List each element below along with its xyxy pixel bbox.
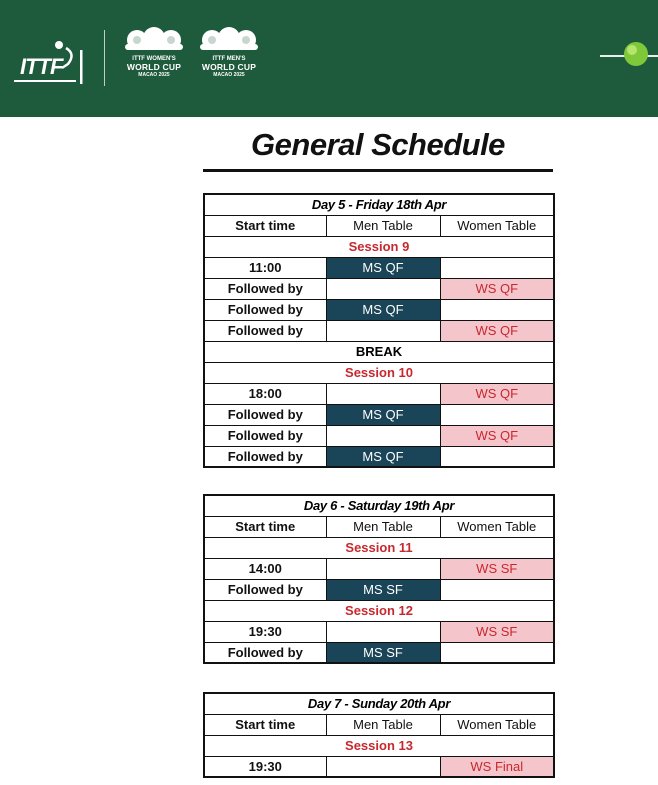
session-label: Session 11 bbox=[204, 537, 554, 558]
men-table-cell bbox=[326, 558, 440, 579]
men-cup-line1: ITTF MEN'S bbox=[212, 56, 246, 62]
start-time-cell: Followed by bbox=[204, 425, 326, 446]
day6-schedule-table bbox=[203, 494, 555, 664]
session-label: Session 12 bbox=[204, 600, 554, 621]
start-time-cell: 18:00 bbox=[204, 383, 326, 404]
start-time-cell: Followed by bbox=[204, 278, 326, 299]
women-table-cell: WS Final bbox=[440, 756, 554, 777]
start-time-cell: Followed by bbox=[204, 642, 326, 663]
day5-schedule-table bbox=[203, 193, 555, 468]
table-row bbox=[204, 558, 554, 579]
green-ball-icon bbox=[600, 30, 658, 90]
ping-pong-balls-icon bbox=[123, 24, 185, 56]
women-table-cell: WS QF bbox=[440, 425, 554, 446]
women-table-cell bbox=[440, 257, 554, 278]
header-banner bbox=[0, 0, 658, 117]
table-row bbox=[204, 404, 554, 425]
men-table-cell: MS QF bbox=[326, 404, 440, 425]
col-header-men-table: Men Table bbox=[326, 215, 440, 236]
women-table-cell bbox=[440, 579, 554, 600]
women-table-cell: WS SF bbox=[440, 558, 554, 579]
col-header-men-table: Men Table bbox=[326, 714, 440, 735]
mens-world-cup-logo bbox=[196, 24, 262, 94]
table-row bbox=[204, 320, 554, 341]
col-header-start-time: Start time bbox=[204, 516, 326, 537]
start-time-cell: Followed by bbox=[204, 404, 326, 425]
session-label: Session 9 bbox=[204, 236, 554, 257]
day7-schedule-table bbox=[203, 692, 555, 778]
table-row bbox=[204, 425, 554, 446]
table-row bbox=[204, 579, 554, 600]
men-table-cell bbox=[326, 320, 440, 341]
col-header-start-time: Start time bbox=[204, 215, 326, 236]
womens-world-cup-logo bbox=[121, 24, 187, 94]
col-header-men-table: Men Table bbox=[326, 516, 440, 537]
title-underline bbox=[203, 169, 553, 172]
table-row bbox=[204, 257, 554, 278]
men-table-cell bbox=[326, 278, 440, 299]
table-row bbox=[204, 642, 554, 663]
women-table-cell: WS QF bbox=[440, 278, 554, 299]
table-row bbox=[204, 383, 554, 404]
men-table-cell bbox=[326, 756, 440, 777]
men-table-cell: MS QF bbox=[326, 257, 440, 278]
women-cup-line2: WORLD CUP bbox=[126, 62, 182, 72]
page-title: General Schedule bbox=[251, 127, 505, 162]
start-time-cell: Followed by bbox=[204, 446, 326, 467]
men-table-cell bbox=[326, 621, 440, 642]
men-table-cell: MS QF bbox=[326, 299, 440, 320]
women-table-cell bbox=[440, 299, 554, 320]
session-label: Session 10 bbox=[204, 362, 554, 383]
table-row bbox=[204, 446, 554, 467]
men-cup-line3: MACAO 2025 bbox=[213, 72, 245, 78]
women-table-cell bbox=[440, 446, 554, 467]
men-table-cell bbox=[326, 425, 440, 446]
women-table-cell: WS QF bbox=[440, 383, 554, 404]
men-table-cell bbox=[326, 383, 440, 404]
men-cup-line2: WORLD CUP bbox=[201, 62, 257, 72]
ping-pong-balls-icon bbox=[198, 24, 260, 56]
break-label: BREAK bbox=[204, 341, 554, 362]
logo-underline bbox=[14, 80, 76, 82]
table-row bbox=[204, 278, 554, 299]
day7-heading: Day 7 - Sunday 20th Apr bbox=[204, 693, 554, 714]
session-label: Session 13 bbox=[204, 735, 554, 756]
women-table-cell bbox=[440, 404, 554, 425]
start-time-cell: 14:00 bbox=[204, 558, 326, 579]
women-table-cell bbox=[440, 642, 554, 663]
table-row bbox=[204, 621, 554, 642]
women-table-cell: WS SF bbox=[440, 621, 554, 642]
start-time-cell: Followed by bbox=[204, 320, 326, 341]
ittf-logo-text: ITTF bbox=[20, 54, 63, 79]
start-time-cell: 19:30 bbox=[204, 621, 326, 642]
women-cup-line1: ITTF WOMEN'S bbox=[132, 56, 176, 62]
women-table-cell: WS QF bbox=[440, 320, 554, 341]
women-cup-line3: MACAO 2025 bbox=[138, 72, 170, 78]
col-header-start-time: Start time bbox=[204, 714, 326, 735]
day6-heading: Day 6 - Saturday 19th Apr bbox=[204, 495, 554, 516]
men-table-cell: MS QF bbox=[326, 446, 440, 467]
table-row bbox=[204, 756, 554, 777]
col-header-women-table: Women Table bbox=[440, 516, 554, 537]
start-time-cell: Followed by bbox=[204, 579, 326, 600]
header-divider bbox=[104, 30, 105, 86]
start-time-cell: 11:00 bbox=[204, 257, 326, 278]
men-table-cell: MS SF bbox=[326, 642, 440, 663]
table-row bbox=[204, 299, 554, 320]
col-header-women-table: Women Table bbox=[440, 714, 554, 735]
ittf-logo bbox=[14, 36, 92, 90]
start-time-cell: 19:30 bbox=[204, 756, 326, 777]
start-time-cell: Followed by bbox=[204, 299, 326, 320]
men-table-cell: MS SF bbox=[326, 579, 440, 600]
col-header-women-table: Women Table bbox=[440, 215, 554, 236]
day5-heading: Day 5 - Friday 18th Apr bbox=[204, 194, 554, 215]
